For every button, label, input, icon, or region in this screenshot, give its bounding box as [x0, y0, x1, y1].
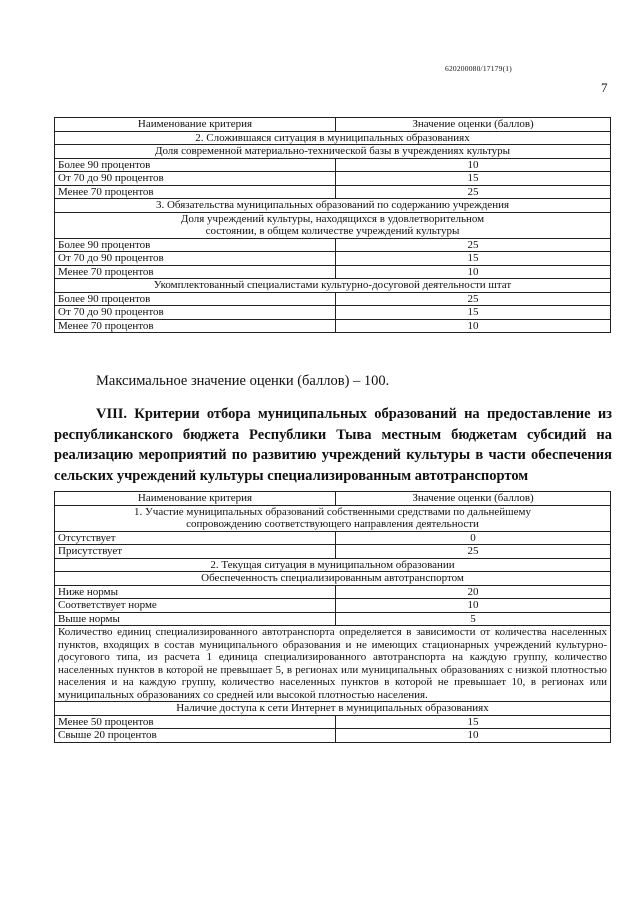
table-row: [55, 531, 611, 545]
section-heading: [54, 404, 612, 486]
table-row: [55, 238, 611, 252]
criterion-name: Отсутствует: [55, 531, 336, 545]
criterion-name: Более 90 процентов: [55, 292, 336, 306]
section-row: [55, 702, 611, 716]
section-row: [55, 212, 611, 238]
table-row: [55, 265, 611, 279]
table-row: [55, 612, 611, 626]
section-row: [55, 199, 611, 213]
criterion-name: От 70 до 90 процентов: [55, 172, 336, 186]
criterion-value: 5: [336, 612, 611, 626]
section-title: Обеспеченность специализированным автотранспортом: [55, 572, 611, 586]
document-id: 620200080/17179(1): [445, 64, 512, 73]
table-row: [55, 172, 611, 186]
section-row: [55, 558, 611, 572]
table-row: [55, 319, 611, 333]
table-row: [55, 585, 611, 599]
note-text: Количество единиц специализированного автотранспорта определяется в зависимости от количества населенных пунктов, входящих в состав муниципального образования и не имеющих стационарных учреждений культурно-досугового типа, из расчета 1 единица специализированного автотранспорта на каждую группу, количество населенных пунктов в которой не превышает 5, в регионах или муниципальных образованиях с низкой плотностью населения и на каждую группу, количество населенных пунктов в которой не превышает 10, в регионах или муниципальных образованиях со средней или высокой плотностью населения.: [55, 626, 611, 702]
criterion-name: От 70 до 90 процентов: [55, 306, 336, 320]
table-header-row: [55, 492, 611, 506]
table-row: [55, 599, 611, 613]
criteria-table-2: [54, 491, 611, 743]
criterion-value: 20: [336, 585, 611, 599]
section-title: Укомплектованный специалистами культурно-досуговой деятельности штат: [55, 279, 611, 293]
section-title: 2. Текущая ситуация в муниципальном образовании: [55, 558, 611, 572]
section-row: [55, 505, 611, 531]
section-title: 1. Участие муниципальных образований собственными средствами по дальнейшему сопровождению соответствующего направления деятельности: [55, 505, 611, 531]
criterion-value: 25: [336, 185, 611, 199]
criterion-name: Ниже нормы: [55, 585, 336, 599]
note-row: [55, 626, 611, 702]
criterion-value: 10: [336, 599, 611, 613]
criterion-name: Свыше 20 процентов: [55, 729, 336, 743]
criterion-value: 15: [336, 252, 611, 266]
table-row: [55, 715, 611, 729]
section-title: 2. Сложившаяся ситуация в муниципальных образованиях: [55, 131, 611, 145]
criterion-value: 10: [336, 158, 611, 172]
criterion-name: Присутствует: [55, 545, 336, 559]
criterion-value: 15: [336, 306, 611, 320]
section-row: [55, 145, 611, 159]
section-row: [55, 131, 611, 145]
table-row: [55, 545, 611, 559]
criterion-name: От 70 до 90 процентов: [55, 252, 336, 266]
table-row: [55, 729, 611, 743]
section-title: Наличие доступа к сети Интернет в муниципальных образованиях: [55, 702, 611, 716]
table-row: [55, 252, 611, 266]
criterion-value: 10: [336, 265, 611, 279]
criterion-name: Более 90 процентов: [55, 158, 336, 172]
criteria-table-1: [54, 117, 611, 333]
criterion-name: Менее 70 процентов: [55, 319, 336, 333]
criterion-value: 15: [336, 172, 611, 186]
column-header: Наименование критерия: [55, 492, 336, 506]
criterion-name: Менее 70 процентов: [55, 265, 336, 279]
criterion-value: 25: [336, 292, 611, 306]
table-row: [55, 292, 611, 306]
section-title: 3. Обязательства муниципальных образований по содержанию учреждения: [55, 199, 611, 213]
table-row: [55, 306, 611, 320]
page-number: 7: [601, 80, 608, 95]
section-title: Доля современной материально-технической базы в учреждениях культуры: [55, 145, 611, 159]
table-row: [55, 185, 611, 199]
criterion-value: 10: [336, 319, 611, 333]
max-score-text: Максимальное значение оценки (баллов) – 100.: [96, 373, 390, 389]
criterion-value: 10: [336, 729, 611, 743]
criterion-name: Соответствует норме: [55, 599, 336, 613]
criterion-value: 25: [336, 238, 611, 252]
criterion-name: Выше нормы: [55, 612, 336, 626]
section-row: [55, 572, 611, 586]
criterion-name: Менее 70 процентов: [55, 185, 336, 199]
criterion-value: 25: [336, 545, 611, 559]
section-heading-text: VIII. Критерии отбора муниципальных образований на предоставление из республиканского бюджета Республики Тыва местным бюджетам субсидий на реализацию мероприятий по развитию учреждений культуры в части обеспечения сельских учреждений культуры специализированным автотранспортом: [54, 406, 612, 484]
criterion-name: Менее 50 процентов: [55, 715, 336, 729]
criterion-name: Более 90 процентов: [55, 238, 336, 252]
column-header: Значение оценки (баллов): [336, 492, 611, 506]
table-header-row: [55, 118, 611, 132]
column-header: Значение оценки (баллов): [336, 118, 611, 132]
section-title: Доля учреждений культуры, находящихся в удовлетворительном состоянии, в общем количестве учреждений культуры: [55, 212, 611, 238]
section-row: [55, 279, 611, 293]
criterion-value: 15: [336, 715, 611, 729]
table-row: [55, 158, 611, 172]
criterion-value: 0: [336, 531, 611, 545]
column-header: Наименование критерия: [55, 118, 336, 132]
